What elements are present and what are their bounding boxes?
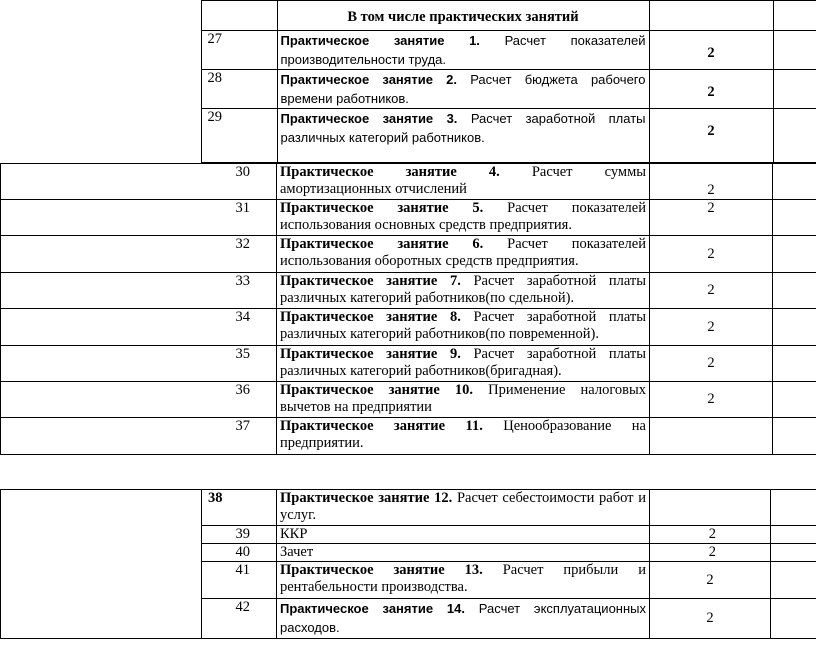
empty-cell — [773, 200, 816, 236]
topic-text: Расчет показателей производительности труда. — [280, 33, 646, 67]
topic-text: Ценообразование на предприятии. — [280, 418, 646, 451]
topic-title: Практическое занятие 3. — [280, 111, 458, 126]
topic-title: Практическое занятие 7. — [280, 273, 461, 289]
row-number: 32 — [1, 236, 277, 273]
row-topic — [277, 70, 649, 109]
topic-text: Применение налоговых вычетов на предприятии — [280, 382, 646, 415]
topic-text: Расчет заработной платы различных категорий работников(по сдельной). — [280, 273, 646, 306]
row-hours: 2 — [649, 70, 773, 109]
row-number: 30 — [1, 164, 277, 200]
topic-text: Расчет эксплуатационных расходов. — [280, 601, 646, 635]
row-topic — [277, 164, 650, 200]
row-number: 27 — [201, 31, 277, 70]
topic-title: Практическое занятие 2. — [280, 72, 457, 87]
empty-cell — [773, 382, 816, 418]
empty-cell — [773, 164, 816, 200]
row-number: 37 — [1, 418, 277, 455]
row-topic — [277, 490, 650, 526]
empty-cell — [771, 490, 816, 526]
topic-text: Расчет заработной платы различных категорий работников(бригадная). — [280, 346, 646, 379]
row-topic — [277, 382, 650, 418]
practice-table-3 — [0, 489, 816, 639]
row-hours: 2 — [650, 309, 773, 346]
topic-text: Расчет бюджета рабочего времени работников. — [280, 72, 646, 106]
topic-text: Расчет показателей использования основных средств предприятия. — [280, 200, 646, 233]
topic-text: Зачет — [280, 544, 314, 560]
topic-title: Практическое занятие 14. — [280, 601, 465, 616]
row-number: 28 — [201, 70, 277, 109]
row-hours: 2 — [650, 273, 773, 309]
row-topic — [277, 273, 650, 309]
row-number: 41 — [202, 562, 277, 599]
empty-cell — [771, 526, 816, 544]
row-topic — [277, 599, 650, 639]
practice-table-1 — [0, 0, 816, 163]
row-hours: 2 — [650, 562, 771, 599]
left-margin-cell — [0, 1, 201, 163]
topic-text: ККР — [280, 526, 308, 542]
row-topic — [277, 31, 649, 70]
row-number: 40 — [202, 544, 277, 562]
topic-title: Практическое занятие 8. — [280, 309, 461, 325]
row-hours: 2 — [650, 346, 773, 382]
empty-cell — [773, 418, 816, 455]
row-hours: 2 — [650, 599, 771, 639]
topic-text: Расчет себестоимости работ и услуг. — [280, 490, 646, 523]
topic-text: Расчет суммы амортизационных отчислений — [280, 164, 646, 197]
empty-cell — [649, 1, 773, 31]
topic-title: Практическое занятие 13. — [280, 562, 483, 578]
topic-title: Практическое занятие 12. — [280, 490, 453, 506]
empty-cell — [771, 599, 816, 639]
empty-cell — [773, 70, 816, 109]
topic-title: Практическое занятие 6. — [280, 236, 484, 252]
row-topic — [277, 544, 650, 562]
row-hours: 2 — [650, 164, 773, 200]
row-number: 33 — [1, 273, 277, 309]
empty-cell — [773, 109, 816, 163]
empty-cell — [773, 346, 816, 382]
row-number: 34 — [1, 309, 277, 346]
topic-title: Практическое занятие 5. — [280, 200, 484, 216]
topic-text: Расчет показателей использования оборотных средств предприятия. — [280, 236, 646, 269]
row-number: 38 — [202, 490, 277, 526]
row-number: 29 — [201, 109, 277, 163]
empty-cell — [773, 1, 816, 31]
empty-cell — [201, 1, 277, 31]
row-topic — [277, 236, 650, 273]
topic-title: Практическое занятие 9. — [280, 346, 461, 362]
topic-title: Практическое занятие 1. — [280, 33, 480, 48]
row-number: 31 — [1, 200, 277, 236]
row-hours: 2 — [650, 544, 771, 562]
topic-title: Практическое занятие 10. — [280, 382, 474, 398]
empty-cell — [773, 273, 816, 309]
topic-title: Практическое занятие 4. — [280, 164, 500, 180]
row-topic — [277, 346, 650, 382]
empty-cell — [773, 309, 816, 346]
topic-text: Расчет заработной платы различных категорий работников(по повременной). — [280, 309, 646, 342]
topic-text: Расчет заработной платы различных категорий работников. — [280, 111, 646, 145]
row-hours: 2 — [649, 109, 773, 163]
row-topic — [277, 418, 650, 455]
row-topic — [277, 526, 650, 544]
topic-title: Практическое занятие 11. — [280, 418, 483, 434]
row-hours: 2 — [650, 200, 773, 236]
row-number: 39 — [202, 526, 277, 544]
row-number: 35 — [1, 346, 277, 382]
row-number: 42 — [202, 599, 277, 639]
empty-cell — [773, 236, 816, 273]
left-margin-cell — [1, 490, 202, 639]
empty-cell — [773, 31, 816, 70]
row-hours: 2 — [650, 382, 773, 418]
row-hours — [650, 490, 771, 526]
row-topic — [277, 200, 650, 236]
row-hours: 2 — [650, 526, 771, 544]
row-number: 36 — [1, 382, 277, 418]
empty-cell — [771, 562, 816, 599]
row-hours: 2 — [650, 236, 773, 273]
row-hours: 2 — [649, 31, 773, 70]
row-topic — [277, 562, 650, 599]
section-header: В том числе практических занятий — [277, 1, 649, 31]
topic-text: Расчет прибыли и рентабельности производства. — [280, 562, 646, 595]
row-topic — [277, 309, 650, 346]
row-hours — [650, 418, 773, 455]
practice-table-2 — [0, 163, 816, 455]
empty-cell — [771, 544, 816, 562]
row-topic — [277, 109, 649, 163]
